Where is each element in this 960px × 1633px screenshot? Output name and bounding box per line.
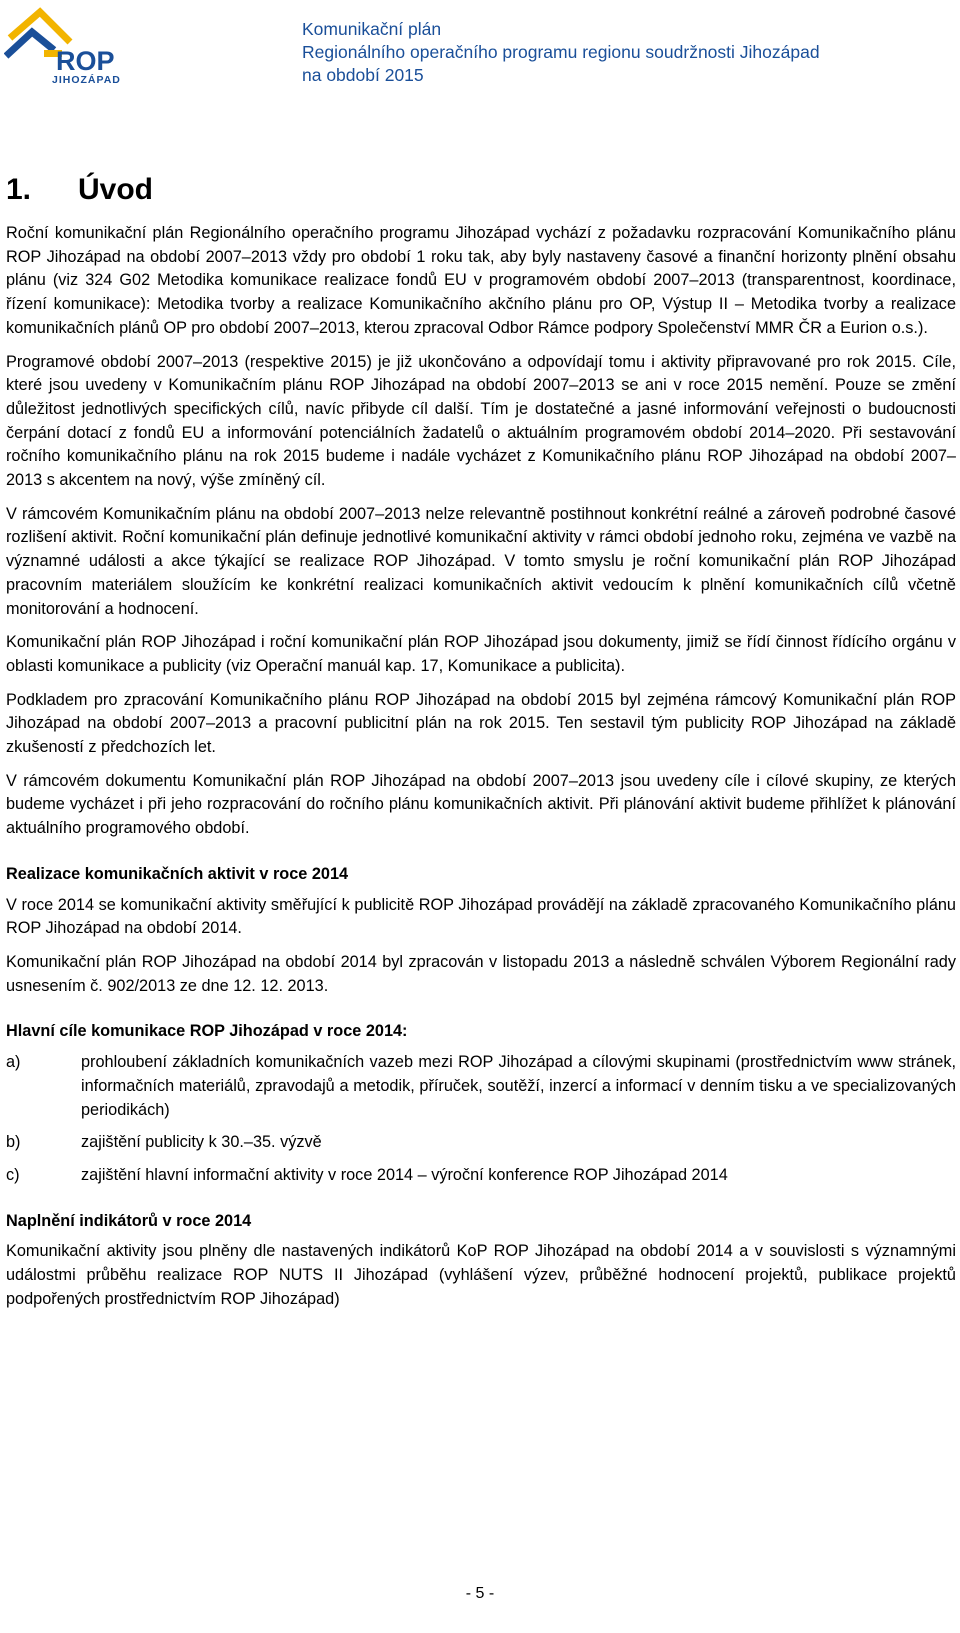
indikatory-heading: Naplnění indikátorů v roce 2014 (6, 1211, 252, 1230)
intro-paragraph: V rámcovém dokumentu Komunikační plán ROP Jihozápad na období 2007–2013 jsou uvedeny cíle i cílové skupiny, ze kterých budeme vycházet i při jeho rozpracování do ročního plánu komunikačních aktivit. Při plánování aktivit budeme přihlížet k plánování aktuálního programového období. (6, 771, 956, 838)
list-item-text: zajištění hlavní informační aktivity v roce 2014 – výroční konference ROP Jihozápad 2014 (81, 1165, 728, 1184)
list-item (6, 1131, 956, 1155)
intro-paragraph: Roční komunikační plán Regionálního operačního programu Jihozápad vychází z požadavku rozpracování Komunikačního plánu ROP Jihozápad na období 2007–2013 vždy pro období 1 roku tak, aby byly nastaveny časové a finanční horizonty plnění obsahu plánu (viz 324 G02 Metodika komunikace realizace fondů EU v programovém období 2007–2013 (transparentnost, koordinace, řízení komunikace): Metodika tvorby a realizace Komunikačního akčního plánu pro OP, Výstup II – Metodika tvorby a realizace komunikačních plánů OP pro období 2007–2013, kterou zpracoval Odbor Rámce podpory Společenství MMR ČR a Eurion o.s.). (6, 224, 956, 337)
cile-list (6, 1051, 956, 1188)
realizace-paragraph: Komunikační plán ROP Jihozápad na období 2014 byl zpracován v listopadu 2013 a následně schválen Výborem Regionální rady usnesením č. 902/2013 ze dne 12. 12. 2013. (6, 952, 956, 995)
indikatory-paragraph: Komunikační aktivity jsou plněny dle nastavených indikátorů KoP ROP Jihozápad na období 2014 a v souvislosti s významnými událostmi průběhu realizace ROP NUTS II Jihozápad (vyhlášení výzev, průběžné hodnocení projektů, publikace projektů podpořených prostřednictvím ROP Jihozápad) (6, 1242, 956, 1308)
logo-main-text: ROP (56, 46, 115, 76)
rop-jihozapad-logo (4, 6, 124, 86)
realizace-paragraph: V roce 2014 se komunikační aktivity směřující k publicitě ROP Jihozápad provádějí na základě zpracovaného Komunikačního plánu ROP Jihozápad na období 2014. (6, 895, 956, 938)
list-marker: b) (6, 1133, 21, 1152)
section-number: 1. (6, 173, 32, 206)
list-marker: a) (6, 1053, 21, 1072)
list-item-text: prohloubení základních komunikačních vazeb mezi ROP Jihozápad a cílovými skupinami (prostřednictvím www stránek, informačních materiálů, zpravodajů a metodik, příruček, soutěží, inzercí a informací v denním tisku a ve specializovaných periodikách) (81, 1053, 956, 1119)
intro-paragraph: Komunikační plán ROP Jihozápad i roční komunikační plán ROP Jihozápad jsou dokumenty, jimiž se řídí činnost řídícího orgánu v oblasti komunikace a publicity (viz Operační manuál kap. 17, Komunikace a publicita). (6, 633, 956, 675)
document-body (6, 170, 956, 1321)
section-title: Úvod (78, 173, 153, 206)
list-item (6, 1051, 956, 1122)
header-line-2: Regionálního operačního programu regionu soudržnosti Jihozápad (302, 42, 820, 62)
list-item-text: zajištění publicity k 30.–35. výzvě (81, 1133, 322, 1152)
list-marker: c) (6, 1165, 20, 1184)
intro-paragraph: V rámcovém Komunikačním plánu na období 2007–2013 nelze relevantně postihnout konkrétní reálné a zároveň podrobné časové rozlišení aktivit. Roční komunikační plán definuje jednotlivé komunikační aktivity v rámci období jednoho roku, zejména ve vazbě na významné události a akce týkající se realizace ROP Jihozápad. V tomto smyslu je roční komunikační plán ROP Jihozápad pracovním materiálem sloužícím ke konkrétní realizaci komunikačních aktivit vedoucím k plnění komunikačních cílů včetně monitorování a hodnocení. (6, 504, 956, 618)
intro-paragraph: Programové období 2007–2013 (respektive 2015) je již ukončováno a odpovídají tomu i aktivity připravované pro rok 2015. Cíle, které jsou uvedeny v Komunikačním plánu ROP Jihozápad na období 2007–2013 se ani v roce 2015 nemění. Pouze se změní důležitost jednotlivých specifických cílů, navíc přibyde cíl další. Tím je dostatečné a jasné informování veřejnosti o budoucnosti čerpání dotací z fondů EU a informování potenciálních žadatelů o aktuálním programovém období 2014–2020. Při sestavování ročního komunikačního plánu na rok 2015 budeme i nadále vycházet z Komunikačního plánu ROP Jihozápad na období 2007–2013 s akcentem na nový, výše zmíněný cíl. (6, 352, 956, 490)
header-line-1: Komunikační plán (302, 19, 442, 39)
header-line-3: na období 2015 (302, 65, 424, 85)
intro-paragraph: Podkladem pro zpracování Komunikačního plánu ROP Jihozápad na období 2015 byl zejména rámcový Komunikační plán ROP Jihozápad na období 2007–2013 a pracovní publicitní plán na rok 2015. Ten sestavil tým publicity ROP Jihozápad na základě zkušeností z předchozích let. (6, 690, 956, 757)
running-header (302, 18, 820, 87)
page-number: - 5 - (465, 1585, 495, 1602)
logo-sub-text: JIHOZÁPAD (52, 74, 121, 86)
realizace-heading: Realizace komunikačních aktivit v roce 2014 (6, 864, 349, 883)
list-item (6, 1164, 956, 1188)
section-heading (6, 170, 956, 210)
cile-heading: Hlavní cíle komunikace ROP Jihozápad v roce 2014: (6, 1022, 408, 1041)
